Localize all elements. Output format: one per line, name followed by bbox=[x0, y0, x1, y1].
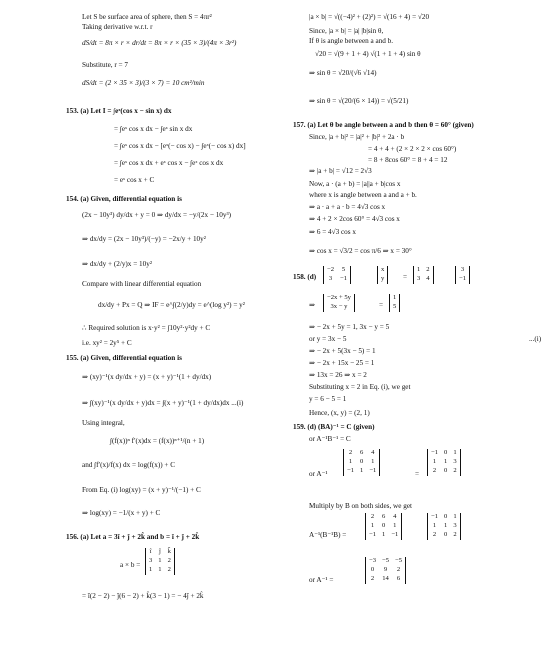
text-line: ⇒ |a + b| = √12 = 2√3 bbox=[309, 167, 372, 175]
matrix-cell: ĵ bbox=[159, 548, 161, 556]
matrix-cell: 1 bbox=[360, 467, 364, 475]
text-line: dx/dy + Px = Q ⇒ IF = e^∫(2/y)dy = e^(log y²) = y² bbox=[98, 301, 245, 309]
matrix-cell: 1 bbox=[453, 449, 457, 457]
matrix-cell: 1 bbox=[432, 522, 437, 530]
text-line: a × b = bbox=[120, 561, 141, 569]
question-156: 156. (a) Let a = 3î + ĵ + 2k̂ and b = î + ĵ + 2k̂ bbox=[66, 533, 200, 541]
text-line: Multiply by B on both sides, we get bbox=[309, 502, 413, 510]
text-line: ⇒ 4 + 2 × 2cos 60° = 4√3 cos x bbox=[309, 215, 400, 223]
text-line: ⇒ bbox=[309, 301, 316, 309]
matrix-cell: 4 bbox=[426, 275, 430, 283]
text-line: = î(2 − 2) − ĵ(6 − 2) + k̂(3 − 1) = − 4ĵ + 2k̂ bbox=[82, 592, 204, 600]
text-line: or A⁻¹B⁻¹ = C bbox=[309, 435, 351, 443]
matrix-cell: 2 bbox=[370, 575, 375, 583]
matrix-cell: 9 bbox=[383, 566, 388, 574]
matrix-cell: 0 bbox=[444, 513, 448, 521]
matrix-cell: 1 bbox=[348, 458, 353, 466]
matrix-cell: 2 bbox=[396, 566, 401, 574]
question-159: 159. (d) (BA)⁻¹ = C (given) bbox=[293, 423, 375, 431]
matrix-cell: 6 bbox=[382, 513, 386, 521]
matrix-cell: 3 bbox=[417, 275, 421, 283]
matrix-cell: î bbox=[149, 548, 152, 556]
matrix-159-c bbox=[365, 513, 402, 540]
matrix-cell: −1 bbox=[340, 275, 348, 283]
text-line: ⇒ − 2x + 5y = 1, 3x − y = 5 bbox=[309, 323, 390, 331]
text-line: ⇒ cos x = √3/2 = cos π/6 ⇒ x = 30° bbox=[309, 247, 412, 255]
matrix-cell: −5 bbox=[395, 557, 403, 565]
matrix-cell: 2 bbox=[167, 557, 171, 565]
equals-sign: = bbox=[379, 301, 384, 309]
matrix-cell: −1 bbox=[391, 531, 399, 539]
text-line: √20 = √(9 + 1 + 4) √(1 + 1 + 4) sin θ bbox=[315, 50, 421, 58]
matrix-cell: 1 bbox=[417, 266, 421, 274]
matrix-cell: −1 bbox=[431, 513, 439, 521]
matrix-cell: 3 bbox=[453, 522, 457, 530]
matrix-cell: 3 bbox=[460, 266, 465, 274]
text-line: or A⁻¹ bbox=[309, 470, 328, 478]
matrix-cell: 2 bbox=[432, 531, 437, 539]
text-line: Substitute, r = 7 bbox=[82, 61, 128, 69]
matrix-cell: 2 bbox=[426, 266, 430, 274]
question-157: 157. (a) Let θ be angle between a and b then θ = 60° (given) bbox=[293, 121, 474, 129]
equation-tag: ...(i) bbox=[529, 335, 542, 343]
matrix-cell: x bbox=[381, 266, 385, 274]
matrix-cell: 1 bbox=[158, 566, 162, 574]
text-line: Now, a · (a + b) = |a||a + b|cos x bbox=[309, 180, 401, 188]
matrix-cell: 1 bbox=[444, 458, 448, 466]
text-line: ⇒ sin θ = √20/(√6 √14) bbox=[309, 69, 377, 77]
question-153: 153. (a) Let I = ∫eˣ(cos x − sin x) dx bbox=[66, 107, 172, 115]
text-line: Let S be surface area of sphere, then S = 4πr² bbox=[82, 13, 212, 21]
text-line: = ∫eˣ cos x dx − [eˣ(− cos x) − ∫eˣ(− cos x) dx] bbox=[114, 142, 246, 150]
matrix-cell: 4 bbox=[371, 449, 375, 457]
text-line: ⇒ − 2x + 5(3x − 5) = 1 bbox=[309, 347, 376, 355]
matrix-cell: 1 bbox=[382, 531, 386, 539]
matrix-cell: 0 bbox=[360, 458, 364, 466]
matrix-cell: k̂ bbox=[167, 548, 171, 556]
question-154: 154. (a) Given, differential equation is bbox=[66, 195, 182, 203]
matrix-cell: −5 bbox=[382, 557, 390, 565]
matrix-cell: 1 bbox=[370, 522, 375, 530]
matrix-cell: 0 bbox=[444, 531, 448, 539]
text-line: and ∫f′(x)/f(x) dx = log(f(x)) + C bbox=[82, 461, 176, 469]
text-line: From Eq. (i) log(xy) = (x + y)⁻¹/(−1) + C bbox=[82, 486, 201, 494]
matrix-cell: 3 bbox=[328, 275, 333, 283]
matrix-158-x bbox=[377, 266, 388, 284]
matrix-cell: 1 bbox=[432, 458, 437, 466]
text-line: ⇒ − 2x + 15x − 25 = 1 bbox=[309, 359, 375, 367]
matrix-cell: 2 bbox=[370, 513, 375, 521]
matrix-cell: 3 bbox=[149, 557, 153, 565]
matrix-cell: −1 bbox=[431, 449, 439, 457]
text-line: ∴ Required solution is x·y² = ∫10y²·y²dy + C bbox=[82, 324, 211, 332]
matrix-cell: 2 bbox=[453, 467, 457, 475]
text-line: A⁻¹(B⁻¹B) = bbox=[309, 531, 347, 539]
matrix-cell: 0 bbox=[444, 467, 448, 475]
text-line: ∫(f(x))ⁿ f′(x)dx = (f(x))ⁿ⁺¹/(n + 1) bbox=[110, 437, 205, 445]
text-line: If θ is angle between a and b. bbox=[309, 37, 394, 45]
matrix-159-b bbox=[427, 449, 461, 476]
text-line: ⇒ log(xy) = −1/(x + y) + C bbox=[82, 509, 161, 517]
text-line: = 8 + 8cos 60° = 8 + 4 = 12 bbox=[368, 156, 448, 164]
text-line: ⇒ dx/dy = (2x − 10y³)/(−y) = −2x/y + 10y² bbox=[82, 235, 206, 243]
matrix-158-rhs bbox=[389, 294, 400, 312]
matrix-cell: −1 bbox=[347, 467, 355, 475]
equals-sign: = bbox=[415, 470, 420, 478]
matrix-cell: 2 bbox=[167, 566, 171, 574]
matrix-cell: y bbox=[381, 275, 385, 283]
matrix-cell: 1 bbox=[393, 294, 397, 302]
text-line: ⇒ dx/dy + (2/y)x = 10y² bbox=[82, 260, 152, 268]
matrix-cell: 1 bbox=[149, 566, 153, 574]
text-line: = eˣ cos x + C bbox=[114, 176, 155, 184]
text-line: or y = 3x − 5 bbox=[309, 335, 347, 343]
matrix-cell: −1 bbox=[369, 531, 377, 539]
matrix-cell: −2 bbox=[327, 266, 335, 274]
text-line: or A⁻¹ = bbox=[309, 576, 334, 584]
text-line: = ∫eˣ cos x dx + eˣ cos x − ∫eˣ cos x dx bbox=[114, 159, 224, 167]
matrix-cell: −3 bbox=[369, 557, 377, 565]
matrix-cell: 1 bbox=[453, 513, 457, 521]
matrix-cell: 1 bbox=[158, 557, 162, 565]
matrix-cell: −1 bbox=[369, 467, 377, 475]
matrix-158-a bbox=[323, 266, 351, 284]
text-line: |a × b| = √((−4)² + (2)²) = √(16 + 4) = √20 bbox=[309, 13, 430, 21]
matrix-cell: −2x + 5y bbox=[327, 294, 351, 302]
text-line: Since, |a + b|² = |a|² + |b|² + 2a · b bbox=[309, 133, 405, 141]
matrix-cell: 3 bbox=[453, 458, 457, 466]
text-line: y = 6 − 5 = 1 bbox=[309, 395, 347, 403]
text-line: dS/dt = (2 × 35 × 3)/(3 × 7) = 10 cm²/min bbox=[82, 79, 205, 87]
matrix-cell: 1 bbox=[371, 458, 375, 466]
matrix-cell: 0 bbox=[370, 566, 375, 574]
text-line: ⇒ a · a + a · b = 4√3 cos x bbox=[309, 203, 386, 211]
matrix-cell: 0 bbox=[444, 449, 448, 457]
matrix-158-b bbox=[413, 266, 434, 284]
matrix-158-lhs bbox=[323, 294, 355, 312]
matrix-159-e bbox=[365, 557, 406, 584]
right-column bbox=[279, 0, 558, 646]
matrix-cell: 0 bbox=[382, 522, 386, 530]
matrix-cell: 2 bbox=[348, 449, 353, 457]
text-line: dS/dt = 8π × r × dr/dt = 8π × r × (35 × 3)/(4π × 3r²) bbox=[82, 39, 237, 47]
text-line: ⇒ (xy)⁻¹(x dy/dx + y) = (x + y)⁻¹(1 + dy/dx) bbox=[82, 373, 212, 381]
matrix-cell: 3x − y bbox=[330, 303, 348, 311]
question-155: 155. (a) Given, differential equation is bbox=[66, 354, 182, 362]
matrix-cell: 2 bbox=[453, 531, 457, 539]
text-line: i.e. xy² = 2y⁵ + C bbox=[82, 339, 132, 347]
matrix-158-c bbox=[455, 266, 470, 284]
matrix-cell: 5 bbox=[341, 266, 346, 274]
text-line: ⇒ 13x = 26 ⇒ x = 2 bbox=[309, 371, 367, 379]
text-line: Compare with linear differential equation bbox=[82, 280, 202, 288]
question-158: 158. (d) bbox=[293, 273, 317, 281]
matrix-cell: 6 bbox=[396, 575, 401, 583]
matrix-cell: 2 bbox=[432, 467, 437, 475]
text-line: ⇒ ∫(xy)⁻¹(x dy/dx + y)dx = ∫(x + y)⁻¹(1 + dy/dx)dx ...(i) bbox=[82, 399, 244, 407]
text-line: Using integral, bbox=[82, 419, 125, 427]
text-line: ⇒ sin θ = √(20/(6 × 14)) = √(5/21) bbox=[309, 97, 409, 105]
matrix-159-a bbox=[343, 449, 380, 476]
text-line: ⇒ 6 = 4√3 cos x bbox=[309, 228, 356, 236]
cross-product-determinant bbox=[145, 548, 175, 575]
matrix-cell: 6 bbox=[360, 449, 364, 457]
matrix-cell: 4 bbox=[393, 513, 397, 521]
matrix-cell: 1 bbox=[444, 522, 448, 530]
text-line: where x is angle between a and a + b. bbox=[309, 191, 417, 199]
text-line: Since, |a × b| = |a| |b|sin θ, bbox=[309, 27, 384, 35]
matrix-cell: 5 bbox=[393, 303, 397, 311]
matrix-cell: 14 bbox=[382, 575, 389, 583]
equals-sign: = bbox=[403, 273, 408, 281]
matrix-cell: −1 bbox=[459, 275, 467, 283]
text-line: (2x − 10y³) dy/dx + y = 0 ⇒ dy/dx = −y/(2x − 10y³) bbox=[82, 211, 232, 219]
text-line: Taking derivative w.r.t. r bbox=[82, 23, 153, 31]
matrix-159-d bbox=[427, 513, 461, 540]
text-line: Substituting x = 2 in Eq. (i), we get bbox=[309, 383, 411, 391]
text-line: Hence, (x, y) = (2, 1) bbox=[309, 409, 370, 417]
text-line: = 4 + 4 + (2 × 2 × 2 × cos 60°) bbox=[368, 145, 457, 153]
text-line: = ∫eˣ cos x dx − ∫eˣ sin x dx bbox=[114, 125, 193, 133]
matrix-cell: 1 bbox=[393, 522, 397, 530]
